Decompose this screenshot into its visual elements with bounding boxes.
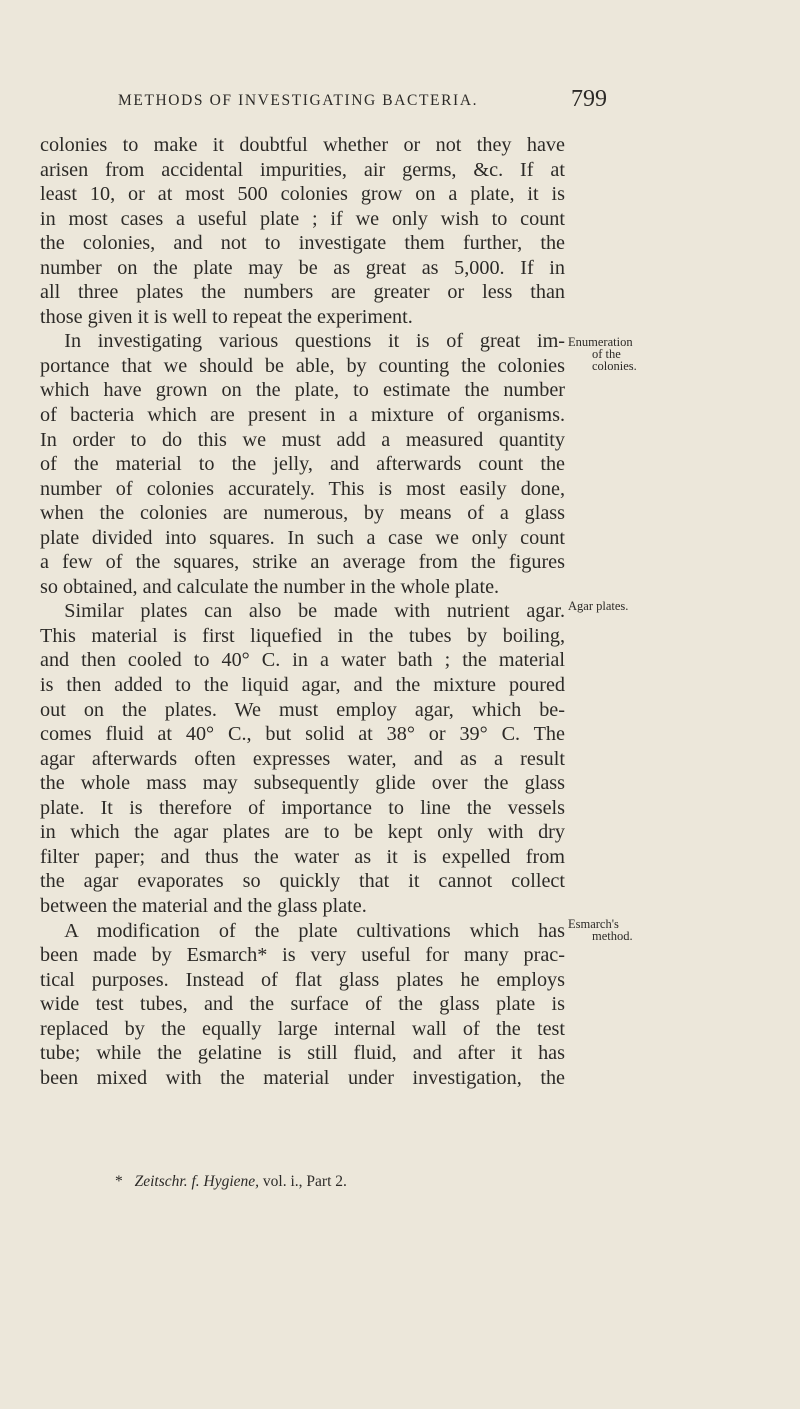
text-line: between the material and the glass plate. [40,894,367,917]
page-header [0,86,800,122]
sidenote-line: Enumeration [568,335,633,349]
text-line: tube; while the gelatine is still fluid, and after it has [40,1042,565,1065]
text-line: been made by Esmarch* is very useful for many prac- [40,944,565,967]
text-line: colonies to make it doubtful whether or not they have [40,134,565,156]
sidenote-line: Agar plates. [568,599,629,613]
text-line: portance that we should be able, by counting the colonies [40,354,565,377]
body-text [40,133,565,1090]
text-line: of bacteria which are present in a mixture of organisms. [40,404,565,427]
running-head: METHODS OF INVESTIGATING BACTERIA. [118,92,479,109]
text-line: the colonies, and not to investigate them further, the [40,232,565,255]
text-line: is then added to the liquid agar, and the mixture poured [40,674,565,697]
text-line: comes fluid at 40° C., but solid at 38° or 39° C. The [40,723,565,746]
text-line: in which the agar plates are to be kept only with dry [40,821,565,844]
text-line: Similar plates can also be made with nutrient agar. [64,600,565,623]
footnote-journal: Zeitschr. f. Hygiene, [134,1173,260,1190]
text-line: the whole mass may subsequently glide over the glass [40,772,565,795]
text-line: all three plates the numbers are greater or less than [40,281,565,304]
text-line: been mixed with the material under investigation, the [40,1066,565,1089]
text-line: plate divided into squares. In such a case we only count [40,526,565,549]
text-line: plate. It is therefore of importance to line the vessels [40,796,565,819]
text-line: least 10, or at most 500 colonies grow on a plate, it is [40,183,565,206]
text-line: when the colonies are numerous, by means of a glass [40,502,565,525]
text-line: the agar evaporates so quickly that it cannot collect [40,870,565,893]
footnote [115,1173,347,1191]
text-line: a few of the squares, strike an average from the figures [40,551,565,574]
text-line: agar afterwards often expresses water, and as a result [40,747,565,770]
text-line: wide test tubes, and the surface of the glass plate is [40,993,565,1016]
footnote-mark: * [115,1173,123,1190]
sidenote-line: method. [592,929,633,943]
sidenote-enumeration [568,336,637,372]
text-line: In order to do this we must add a measured quantity [40,428,565,451]
text-line: those given it is well to repeat the experiment. [40,305,413,328]
sidenote-line: Esmarch's [568,917,619,931]
text-line: of the material to the jelly, and afterwards count the [40,453,565,476]
text-line: and then cooled to 40° C. in a water bath ; the material [40,649,565,672]
footnote-reference: vol. i., Part 2. [262,1173,347,1190]
text-line: in most cases a useful plate ; if we only wish to count [40,207,565,230]
sidenote-agar-plates [568,600,628,612]
text-line: filter paper; and thus the water as it is expelled from [40,845,565,868]
text-line: out on the plates. We must employ agar, which be- [40,698,565,721]
text-line: tical purposes. Instead of flat glass plates he employs [40,968,565,991]
text-line: arisen from accidental impurities, air germs, &c. If at [40,158,565,181]
sidenote-line: colonies. [592,359,637,373]
text-line: A modification of the plate cultivations which has [64,919,565,942]
text-line: number of colonies accurately. This is most easily done, [40,477,565,500]
text-line: so obtained, and calculate the number in the whole plate. [40,575,500,598]
page-number: 799 [571,86,607,112]
sidenote-esmarch-method [568,918,633,942]
text-line: which have grown on the plate, to estimate the number [40,379,565,402]
text-line: replaced by the equally large internal wall of the test [40,1017,565,1040]
text-line: This material is first liquefied in the tubes by boiling, [40,624,565,647]
sidenote-line: of the [592,347,621,361]
text-line: In investigating various questions it is of great im- [64,330,565,353]
text-line: number on the plate may be as great as 5,000. If in [40,256,565,279]
